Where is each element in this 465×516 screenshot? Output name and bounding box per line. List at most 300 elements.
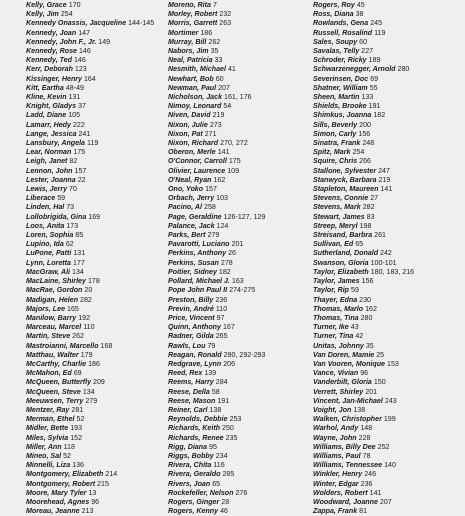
entry-name: Sills, Beverly xyxy=(313,120,358,129)
entry-pages: 274-275 xyxy=(229,286,256,295)
entry-pages: 280 xyxy=(360,313,373,322)
index-entry xyxy=(313,277,453,286)
entry-pages: 234 xyxy=(215,451,228,460)
entry-pages: 281 xyxy=(71,405,84,414)
entry-name: Shimkus, Joanna xyxy=(313,111,372,120)
entry-name: Palance, Jack xyxy=(168,221,215,230)
entry-name: Richards, Keith xyxy=(168,424,221,433)
index-entry xyxy=(26,139,168,148)
entry-name: Perkins, Susan xyxy=(168,258,219,267)
index-entry xyxy=(168,84,313,93)
index-entry xyxy=(26,388,168,397)
entry-name: Severinsen, Doc xyxy=(313,74,369,83)
entry-name: Lear, Norman xyxy=(26,148,72,157)
index-entry xyxy=(313,296,453,305)
entry-pages: 20 xyxy=(84,286,93,295)
entry-pages: 284 xyxy=(215,378,228,387)
entry-pages: 209 xyxy=(93,378,105,387)
entry-name: Reed, Rex xyxy=(168,369,203,378)
index-entry xyxy=(168,314,313,323)
entry-pages: 178 xyxy=(87,277,100,286)
index-entry xyxy=(313,185,453,194)
entry-name: Taylor, Elizabeth xyxy=(313,267,369,276)
entry-pages: 279 xyxy=(85,396,98,405)
index-entry xyxy=(313,305,453,314)
entry-name: Ladd, Diane xyxy=(26,111,67,120)
entry-name: Russell, Rosalind xyxy=(313,28,373,37)
index-entry xyxy=(26,314,168,323)
entry-pages: 22 xyxy=(77,175,86,184)
index-entry xyxy=(26,65,168,74)
entry-pages: 157 xyxy=(74,166,87,175)
entry-pages: 191 xyxy=(368,102,381,111)
entry-name: Niven, David xyxy=(168,111,211,120)
index-entry xyxy=(26,424,168,433)
entry-name: Kennedy Onassis, Jacqueline xyxy=(26,19,127,28)
entry-pages: 258 xyxy=(204,203,216,212)
entry-pages: 41 xyxy=(227,65,236,74)
entry-pages: 153 xyxy=(387,359,399,368)
entry-pages: 162 xyxy=(213,175,226,184)
entry-name: Vance, Vivian xyxy=(313,369,359,378)
entry-pages: 246 xyxy=(364,470,377,479)
entry-name: Wayne, John xyxy=(313,433,357,442)
entry-name: Oberon, Merle xyxy=(168,148,216,157)
entry-name: Savalas, Telly xyxy=(313,47,360,56)
entry-name: Linden, Hal xyxy=(26,203,65,212)
entry-name: Kennedy, John F., Jr. xyxy=(26,37,97,46)
entry-pages: 82 xyxy=(69,157,78,166)
index-column-2 xyxy=(168,1,313,516)
index-entry xyxy=(26,351,168,360)
entry-pages: 180, 183, 216 xyxy=(370,267,415,276)
index-entry xyxy=(26,47,168,56)
index-entry xyxy=(313,406,453,415)
entry-pages: 227 xyxy=(361,47,374,56)
entry-pages: 109 xyxy=(227,166,240,175)
index-entry xyxy=(313,249,453,258)
entry-pages: 169 xyxy=(88,212,101,221)
entry-name: Stevens, Connie xyxy=(313,194,369,203)
entry-name: Turner, Tina xyxy=(313,332,354,341)
index-entry xyxy=(168,102,313,111)
entry-name: Spitz, Mark xyxy=(313,148,351,157)
entry-name: Nimoy, Leonard xyxy=(168,102,222,111)
entry-pages: 161, 176 xyxy=(224,93,252,102)
index-entry xyxy=(168,296,313,305)
entry-pages: 263 xyxy=(219,19,232,28)
entry-name: Simon, Carly xyxy=(313,129,357,138)
index-entry xyxy=(168,305,313,314)
entry-name: Rivera, Chita xyxy=(168,461,212,470)
entry-name: Sutherland, Donald xyxy=(313,249,379,258)
entry-name: Moreno, Rita xyxy=(168,1,211,9)
entry-name: Miles, Sylvia xyxy=(26,433,69,442)
entry-name: Pollard, Michael J. xyxy=(168,277,230,286)
index-column-1 xyxy=(26,1,168,516)
index-entry xyxy=(26,470,168,479)
entry-pages: 261 xyxy=(374,231,386,240)
entry-name: Pavarotti, Luciano xyxy=(168,240,230,249)
index-entry xyxy=(168,277,313,286)
entry-pages: 138 xyxy=(353,405,366,414)
entry-pages: 247 xyxy=(378,166,390,175)
entry-name: Murray, Bill xyxy=(168,37,207,46)
index-entry xyxy=(168,157,313,166)
entry-pages: 207 xyxy=(218,83,230,92)
entry-name: Loos, Anita xyxy=(26,221,65,230)
entry-pages: 110 xyxy=(215,304,228,313)
entry-name: O'Neal, Ryan xyxy=(168,175,212,184)
index-entry xyxy=(313,443,453,452)
index-entry xyxy=(26,286,168,295)
entry-pages: 59 xyxy=(57,194,66,203)
index-entry xyxy=(26,268,168,277)
entry-name: Martin, Steve xyxy=(26,332,71,341)
index-entry xyxy=(168,424,313,433)
entry-name: Kline, Kevin xyxy=(26,93,67,102)
entry-name: Stanwyck, Barbara xyxy=(313,175,377,184)
entry-name: Price, Vincent xyxy=(168,313,215,322)
entry-pages: 48-49 xyxy=(65,83,84,92)
index-entry xyxy=(168,323,313,332)
entry-pages: 182 xyxy=(373,111,386,120)
index-entry xyxy=(313,203,453,212)
index-entry xyxy=(313,323,453,332)
entry-name: McQueen, Steve xyxy=(26,387,81,396)
entry-pages: 186 xyxy=(200,28,213,37)
entry-pages: 144-145 xyxy=(128,19,155,28)
entry-pages: 123 xyxy=(74,65,87,74)
entry-name: Reynolds, Debbie xyxy=(168,415,228,424)
index-entry xyxy=(313,194,453,203)
entry-pages: 219 xyxy=(378,175,391,184)
entry-name: Kelly, Grace xyxy=(26,1,67,9)
entry-pages: 271 xyxy=(204,129,217,138)
entry-name: Vanderbilt, Gloria xyxy=(313,378,372,387)
entry-pages: 55 xyxy=(369,83,378,92)
entry-name: Leigh, Janet xyxy=(26,157,68,166)
index-entry xyxy=(26,93,168,102)
entry-pages: 35 xyxy=(210,47,219,56)
entry-name: Riggs, Bobby xyxy=(168,451,214,460)
entry-name: Swanson, Gloria xyxy=(313,258,369,267)
index-entry xyxy=(168,65,313,74)
entry-pages: 250 xyxy=(222,424,234,433)
entry-pages: 81 xyxy=(359,507,368,516)
entry-pages: 141 xyxy=(369,488,382,497)
entry-pages: 13 xyxy=(88,488,97,497)
index-entry xyxy=(313,65,453,74)
index-entry xyxy=(313,388,453,397)
index-entry xyxy=(313,369,453,378)
entry-pages: 26 xyxy=(228,249,236,258)
entry-pages: 163 xyxy=(231,277,244,286)
entry-pages: 270, 272 xyxy=(220,139,248,148)
entry-pages: 118 xyxy=(63,442,75,451)
entry-pages: 207 xyxy=(379,497,392,506)
index-entry xyxy=(26,277,168,286)
entry-pages: 245 xyxy=(370,19,383,28)
index-entry xyxy=(168,332,313,341)
index-entry xyxy=(168,56,313,65)
entry-pages: 254 xyxy=(352,148,365,157)
index-entry xyxy=(26,121,168,130)
index-entry xyxy=(26,323,168,332)
index-entry xyxy=(313,139,453,148)
entry-name: Schwarzenegger, Arnold xyxy=(313,65,396,74)
entry-name: Montgomery, Robert xyxy=(26,479,96,488)
entry-name: Verrett, Shirley xyxy=(313,387,364,396)
entry-pages: 278 xyxy=(220,258,233,267)
index-entry xyxy=(168,388,313,397)
entry-pages: 85 xyxy=(75,231,84,240)
entry-pages: 230 xyxy=(359,295,371,304)
index-entry xyxy=(26,498,168,507)
entry-pages: 162 xyxy=(365,304,377,313)
entry-pages: 46 xyxy=(220,507,228,516)
entry-pages: 133 xyxy=(361,93,374,102)
index-entry xyxy=(313,130,453,139)
index-entry xyxy=(313,378,453,387)
entry-name: Manilow, Barry xyxy=(26,313,77,322)
entry-name: Nicholson, Jack xyxy=(168,93,223,102)
index-entry xyxy=(313,397,453,406)
entry-pages: 273 xyxy=(209,120,222,129)
entry-name: Mortimer xyxy=(168,28,199,37)
entry-name: Nixon, Richard xyxy=(168,139,219,148)
entry-name: Moreau, Jeanne xyxy=(26,507,80,516)
entry-pages: 201 xyxy=(231,240,244,249)
entry-name: Ross, Diana xyxy=(313,10,354,19)
index-entry xyxy=(168,47,313,56)
index-entry xyxy=(26,231,168,240)
entry-name: Nixon, Julie xyxy=(168,120,208,129)
index-entry xyxy=(168,286,313,295)
entry-name: Van Vooren, Monique xyxy=(313,359,385,368)
entry-name: Previn, André xyxy=(168,304,214,313)
index-entry xyxy=(26,397,168,406)
index-entry xyxy=(168,130,313,139)
entry-pages: 235 xyxy=(225,433,238,442)
index-entry xyxy=(313,19,453,28)
entry-pages: 126-127, 129 xyxy=(223,212,266,221)
entry-pages: 175 xyxy=(73,148,86,157)
entry-name: Morley, Robert xyxy=(168,10,218,19)
entry-pages: 199 xyxy=(383,415,396,424)
entry-pages: 215 xyxy=(97,479,109,488)
index-entry xyxy=(26,507,168,516)
entry-pages: 59 xyxy=(351,286,359,295)
entry-name: Squire, Chris xyxy=(313,157,358,166)
entry-name: Minnelli, Liza xyxy=(26,461,71,470)
entry-name: Lennon, John xyxy=(26,166,73,175)
entry-name: Walken, Christopher xyxy=(313,415,382,424)
entry-name: Montgomery, Elizabeth xyxy=(26,470,104,479)
entry-pages: 96 xyxy=(91,497,100,506)
entry-name: Stevens, Mark xyxy=(313,203,361,212)
index-entry xyxy=(26,259,168,268)
entry-name: Stewart, James xyxy=(313,212,365,221)
entry-pages: 266 xyxy=(359,157,371,166)
index-entry xyxy=(26,75,168,84)
entry-pages: 116 xyxy=(213,461,225,470)
entry-name: McCarthy, Charlie xyxy=(26,359,87,368)
entry-name: Madigan, Helen xyxy=(26,295,79,304)
entry-name: McMahon, Ed xyxy=(26,369,72,378)
entry-name: Majors, Lee xyxy=(26,304,66,313)
entry-name: Moore, Mary Tyler xyxy=(26,488,87,497)
entry-pages: 60 xyxy=(359,37,368,46)
index-entry xyxy=(26,167,168,176)
entry-name: Sullivan, Ed xyxy=(313,240,354,249)
index-entry xyxy=(26,360,168,369)
entry-pages: 62 xyxy=(65,240,74,249)
index-entry xyxy=(168,378,313,387)
index-entry xyxy=(168,259,313,268)
entry-pages: 200 xyxy=(359,120,372,129)
index-entry xyxy=(26,84,168,93)
index-entry xyxy=(168,434,313,443)
entry-pages: 201 xyxy=(365,387,378,396)
entry-pages: 170 xyxy=(68,1,81,9)
entry-name: Richards, Renee xyxy=(168,433,224,442)
entry-name: Shatner, William xyxy=(313,83,368,92)
index-entry xyxy=(313,342,453,351)
entry-name: Vincent, Jan-Michael xyxy=(313,396,383,405)
entry-name: Van Doren, Mamie xyxy=(313,350,375,359)
entry-name: Poitier, Sidney xyxy=(168,267,217,276)
index-entry xyxy=(313,176,453,185)
entry-pages: 73 xyxy=(66,203,75,212)
entry-name: Radner, Gilda xyxy=(168,332,214,341)
entry-name: Lupino, Ida xyxy=(26,240,64,249)
index-entry xyxy=(313,231,453,240)
index-entry xyxy=(168,452,313,461)
entry-name: Kelly, Jim xyxy=(26,10,59,19)
index-entry xyxy=(168,498,313,507)
entry-name: Schroder, Ricky xyxy=(313,56,367,65)
index-entry xyxy=(313,424,453,433)
entry-pages: 35 xyxy=(365,341,374,350)
entry-name: Liberace xyxy=(26,194,56,203)
entry-pages: 96 xyxy=(360,369,369,378)
entry-name: Lester, Joanna xyxy=(26,175,76,184)
entry-name: Rawls, Lou xyxy=(168,341,206,350)
entry-name: Stallone, Sylvester xyxy=(313,166,377,175)
index-entry xyxy=(26,130,168,139)
entry-pages: 33 xyxy=(214,56,223,65)
entry-pages: 52 xyxy=(63,451,71,460)
entry-name: Lollobrigida, Gina xyxy=(26,212,87,221)
entry-pages: 150 xyxy=(373,378,386,387)
entry-pages: 228 xyxy=(358,433,371,442)
index-entry xyxy=(26,194,168,203)
entry-pages: 7 xyxy=(212,1,217,9)
index-entry xyxy=(313,452,453,461)
index-entry xyxy=(26,480,168,489)
entry-pages: 232 xyxy=(219,10,232,19)
entry-pages: 236 xyxy=(360,479,373,488)
index-entry xyxy=(313,489,453,498)
entry-pages: 280 xyxy=(397,65,410,74)
index-entry xyxy=(26,240,168,249)
entry-pages: 254 xyxy=(60,10,73,19)
entry-pages: 241 xyxy=(78,129,91,138)
entry-pages: 141 xyxy=(217,148,230,157)
index-entry xyxy=(168,1,313,10)
entry-name: Stapleton, Maureen xyxy=(313,185,379,194)
index-entry xyxy=(168,10,313,19)
index-entry xyxy=(168,222,313,231)
index-entry xyxy=(168,121,313,130)
entry-name: Reagan, Ronald xyxy=(168,350,222,359)
index-entry xyxy=(313,111,453,120)
index-entry xyxy=(26,452,168,461)
index-entry xyxy=(168,167,313,176)
entry-pages: 79 xyxy=(207,341,216,350)
index-entry xyxy=(26,102,168,111)
entry-name: Streisand, Barbra xyxy=(313,231,373,240)
entry-pages: 265 xyxy=(215,332,228,341)
entry-name: Knight, Gladys xyxy=(26,102,77,111)
index-entry xyxy=(313,507,453,516)
entry-pages: 253 xyxy=(229,415,242,424)
entry-pages: 156 xyxy=(361,277,374,286)
index-entry xyxy=(168,249,313,258)
index-entry xyxy=(26,249,168,258)
entry-name: Page, Geraldine xyxy=(168,212,222,221)
index-entry xyxy=(313,470,453,479)
index-entry xyxy=(313,480,453,489)
index-entry xyxy=(313,213,453,222)
index-entry xyxy=(313,415,453,424)
index-entry xyxy=(26,56,168,65)
index-entry xyxy=(168,203,313,212)
index-entry xyxy=(168,268,313,277)
index-entry xyxy=(168,369,313,378)
entry-name: Kissinger, Henry xyxy=(26,74,82,83)
index-entry xyxy=(313,10,453,19)
entry-pages: 193 xyxy=(70,424,83,433)
entry-name: Matthau, Walter xyxy=(26,350,79,359)
entry-pages: 100-101 xyxy=(370,258,397,267)
entry-pages: 54 xyxy=(223,102,232,111)
entry-name: Pacino, Al xyxy=(168,203,203,212)
entry-pages: 282 xyxy=(362,203,375,212)
index-entry xyxy=(313,38,453,47)
entry-pages: 139 xyxy=(204,369,217,378)
entry-pages: 146 xyxy=(73,56,86,65)
entry-pages: 119 xyxy=(374,28,386,37)
index-entry xyxy=(26,415,168,424)
index-entry xyxy=(313,434,453,443)
entry-pages: 213 xyxy=(81,507,94,516)
entry-name: Williams, Paul xyxy=(313,451,361,460)
entry-pages: 146 xyxy=(78,47,91,56)
entry-name: Lewis, Jerry xyxy=(26,185,68,194)
entry-name: LuPone, Patti xyxy=(26,249,72,258)
entry-name: Warhol, Andy xyxy=(313,424,359,433)
entry-name: Redgrave, Lynn xyxy=(168,359,222,368)
entry-name: Newhart, Bob xyxy=(168,74,214,83)
entry-name: Quinn, Anthony xyxy=(168,323,221,332)
index-entry xyxy=(26,38,168,47)
entry-name: Olivier, Laurence xyxy=(168,166,226,175)
entry-pages: 192 xyxy=(78,313,91,322)
entry-name: Thomas, Tina xyxy=(313,313,359,322)
index-entry xyxy=(26,342,168,351)
